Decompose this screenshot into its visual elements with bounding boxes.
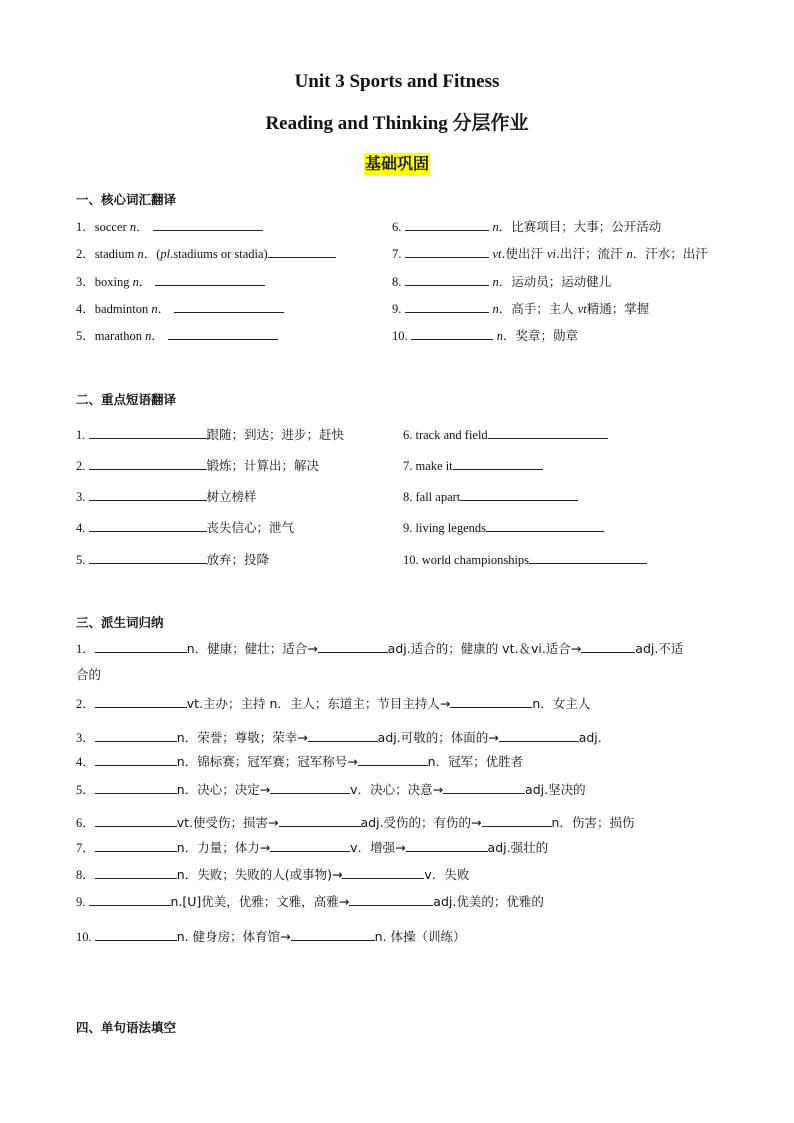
derivative-text: adj. [578,730,602,745]
derivative-text: n．女主人 [532,696,591,711]
derivative-text: n．决心；决定→ [176,782,271,797]
item-number: 2． [76,697,95,711]
derivative-text: n．锦标赛；冠军赛；冠军称号→ [176,754,358,769]
item-number: 3． [76,731,95,745]
derivative-text: n. 健身房；体育馆→ [176,929,291,944]
answer-blank[interactable] [291,928,375,941]
item-number: 7． [76,841,95,855]
phrase-item [403,551,647,568]
level-badge-wrap [0,153,794,175]
part-of-speech: n [492,302,499,316]
item-number: 5． [76,783,95,797]
answer-blank[interactable] [270,839,350,852]
item-number: 3． [76,275,95,289]
section-heading-phrases: 二、重点短语翻译 [76,392,177,407]
plural-label: pl [160,247,171,261]
answer-blank[interactable] [155,273,265,286]
phrase-item [403,457,543,474]
item-number: 8. [392,275,405,289]
derivative-item [76,729,602,746]
answer-blank[interactable] [95,729,177,742]
item-number: 6． [76,816,95,830]
phrase-text: make it [415,459,453,473]
part-of-speech: n [492,220,499,234]
vocab-word: boxing [94,275,133,289]
item-number: 6. [392,220,405,234]
derivative-item [76,866,469,883]
vocab-item [76,218,263,235]
part-of-speech: n [151,302,158,316]
answer-blank[interactable] [349,893,433,906]
answer-blank[interactable] [342,866,424,879]
item-number: 1. [76,428,89,442]
part-of-speech: n [132,275,139,289]
item-number: 8． [76,868,95,882]
answer-blank[interactable] [405,300,489,313]
part-of-speech: n [145,329,152,343]
answer-blank[interactable] [405,218,489,231]
item-number: 5． [76,329,95,343]
derivative-text: adj.适合的；健康的 vt.＆vi.适合→ [387,641,582,656]
answer-blank[interactable] [411,327,493,340]
answer-blank[interactable] [89,519,207,532]
answer-blank[interactable] [486,519,604,532]
phrase-item [403,426,608,443]
phrase-item [403,519,604,536]
derivative-item [76,928,465,945]
item-number: 10. [76,930,95,944]
derivative-item [76,839,548,856]
answer-blank[interactable] [405,273,489,286]
derivative-item [76,640,683,657]
meaning: 精通；掌握 [586,301,650,316]
phrase-item [76,519,294,536]
vocab-punct: ． [157,302,171,316]
document-subtitle: Reading and Thinking 分层作业 [265,113,529,134]
phrase-text: fall apart [415,490,461,504]
section-heading-grammar: 四、单句语法填空 [76,1020,177,1035]
part-of-speech: n [492,275,499,289]
answer-blank[interactable] [89,426,207,439]
vocab-punct: ． [151,329,164,343]
part-of-speech: vt [492,247,502,261]
derivative-text: n．冠军；优胜者 [427,754,524,769]
vocab-item [76,300,284,317]
answer-blank[interactable] [95,814,177,827]
vocab-item [392,218,661,235]
item-number: 10. [392,329,411,343]
answer-blank[interactable] [95,928,177,941]
meaning: ．运动员；运动健儿 [498,274,612,289]
answer-blank[interactable] [95,866,177,879]
item-number: 4． [76,755,95,769]
answer-blank[interactable] [89,893,171,906]
vocab-punct: ． [136,220,149,234]
part-of-speech: n [626,247,633,261]
vocab-word: marathon [94,329,146,343]
derivative-item [76,814,634,831]
answer-blank[interactable] [89,551,207,564]
item-number: 4. [76,521,89,535]
derivative-item [76,781,586,798]
vocab-word: soccer [94,220,130,234]
answer-blank[interactable] [405,245,489,258]
item-number: 2. [76,459,89,473]
vocab-punct: ． [138,275,152,289]
part-of-speech: vi [546,247,556,261]
derivative-text: n．健康；健壮；适合→ [186,641,318,656]
answer-blank[interactable] [95,781,177,794]
answer-blank[interactable] [168,327,278,340]
level-badge: 基础巩固 [364,154,429,173]
item-number: 4． [76,302,95,316]
derivative-text: adj.受伤的；有伤的→ [360,815,482,830]
item-number: 3. [76,490,89,504]
phrase-item [403,488,578,505]
meaning: 树立榜样 [206,489,257,504]
vocab-item [392,300,649,317]
derivative-text: adj.不适 [635,641,684,656]
derivative-continuation [76,667,101,683]
section-heading-derivatives: 三、派生词归纳 [76,615,164,630]
answer-blank[interactable] [488,426,608,439]
derivative-text: n．荣誉；尊敬；荣幸→ [176,730,308,745]
item-number: 8. [403,490,416,504]
answer-blank[interactable] [318,640,388,653]
answer-blank[interactable] [482,814,552,827]
phrase-text: living legends [415,521,486,535]
answer-blank[interactable] [358,753,428,766]
meaning: ．奖章；勋章 [502,328,578,343]
item-number: 7. [403,459,416,473]
part-of-speech: n [137,247,144,261]
item-number: 7. [392,247,405,261]
answer-blank[interactable] [453,457,543,470]
answer-blank[interactable] [153,218,263,231]
derivative-item [76,753,523,770]
item-number: 1． [76,220,95,234]
answer-blank[interactable] [95,753,177,766]
answer-blank[interactable] [406,839,488,852]
answer-blank[interactable] [174,300,284,313]
vocab-item [392,273,611,290]
derivative-text: n．伤害；损伤 [551,815,635,830]
phrase-item [76,457,319,474]
section-heading-vocab: 一、核心词汇翻译 [76,192,177,207]
derivative-text: adj.坚决的 [525,782,586,797]
meaning: 放弃；投降 [206,552,270,567]
vocab-punct: ．( [143,247,161,261]
derivative-text: 合的 [76,667,102,682]
derivative-item [76,695,590,712]
meaning: .出汗；流汗 [556,246,627,261]
answer-blank[interactable] [95,640,187,653]
derivative-text: n. 体操（训练） [374,929,466,944]
vocab-item [76,245,336,262]
part-of-speech: n [129,220,137,234]
item-number: 10. [403,553,422,567]
meaning: ．比赛项目；大事；公开活动 [498,219,662,234]
item-number: 1． [76,642,95,656]
derivative-text: v．失败 [424,867,470,882]
vocab-item [76,273,265,290]
meaning: 跟随；到达；进步；赶快 [206,427,345,442]
item-number: 2． [76,247,95,261]
derivative-text: adj.强壮的 [487,840,549,855]
derivative-text: n．力量；体力→ [176,840,271,855]
derivative-text: n.[U]优美，优雅；文雅，高雅→ [170,894,350,909]
item-number: 9. [392,302,405,316]
answer-blank[interactable] [529,551,647,564]
answer-blank[interactable] [89,488,207,501]
item-number: 9. [76,895,89,909]
answer-blank[interactable] [89,457,207,470]
derivative-text: vt.使受伤；损害→ [176,815,279,830]
answer-blank[interactable] [499,729,579,742]
answer-blank[interactable] [95,695,187,708]
answer-blank[interactable] [279,814,361,827]
answer-blank[interactable] [270,781,350,794]
vocab-item [392,245,708,262]
document-title: Unit 3 Sports and Fitness [294,71,500,92]
derivative-item [76,893,544,910]
vocab-word: stadium [94,247,138,261]
meaning: 丧失信心；泄气 [206,520,295,535]
meaning: ．汗水；出汗 [632,246,708,261]
plural-note: .stadiums or stadia) [170,247,268,261]
vocab-item [392,327,578,344]
item-number: 9. [403,521,416,535]
phrase-text: world championships [421,553,530,567]
derivative-text: v．决心；决意→ [350,782,444,797]
phrase-item [76,426,344,443]
answer-blank[interactable] [450,695,532,708]
answer-blank[interactable] [460,488,578,501]
vocab-item [76,327,278,344]
derivative-text: vt.主办；主持 n．主人；东道主；节目主持人→ [186,696,451,711]
item-number: 6. [403,428,416,442]
phrase-text: track and field [415,428,488,442]
derivative-text: adj.可敬的；体面的→ [377,730,499,745]
derivative-text: n．失败；失败的人(或事物)→ [176,867,343,882]
answer-blank[interactable] [308,729,378,742]
item-number: 5. [76,553,89,567]
part-of-speech: n [496,329,503,343]
meaning: ．高手；主人 [498,301,578,316]
vocab-word: badminton [94,302,152,316]
derivative-text: v．增强→ [350,840,406,855]
phrase-item [76,488,257,505]
meaning: 锻炼；计算出；解决 [206,458,320,473]
answer-blank[interactable] [443,781,525,794]
answer-blank[interactable] [268,245,336,258]
meaning: .使出汗 [501,246,547,261]
answer-blank[interactable] [581,640,635,653]
part-of-speech: vt [577,302,587,316]
answer-blank[interactable] [95,839,177,852]
phrase-item [76,551,269,568]
derivative-text: adj.优美的；优雅的 [433,894,544,909]
